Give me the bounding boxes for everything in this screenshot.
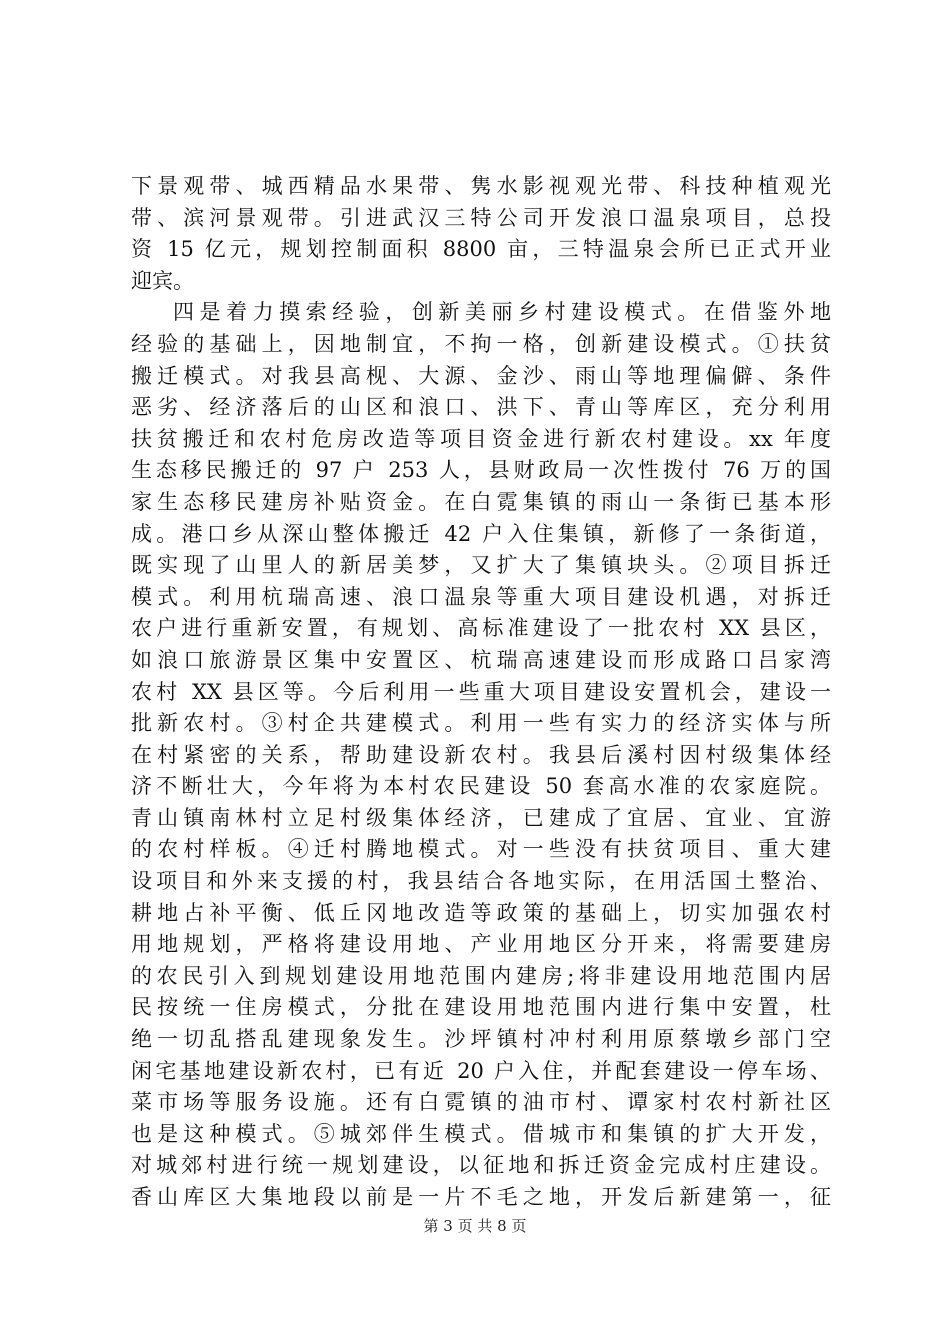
text-line: 如浪口旅游景区集中安置区、杭瑞高速建设而形成路口吕家湾 <box>131 647 831 672</box>
text-line: 带、滨河景观带。引进武汉三特公司开发浪口温泉项目，总投 <box>131 205 831 230</box>
text-line: 资 15 亿元，规划控制面积 8800 亩，三特温泉会所已正式开业 <box>131 237 831 262</box>
text-line: 农村 XX 县区等。今后利用一些重大项目建设安置机会，建设一 <box>131 679 831 704</box>
text-line: 也是这种模式。⑤城郊伴生模式。借城市和集镇的扩大开发， <box>131 1121 831 1146</box>
text-line: 成。港口乡从深山整体搬迁 42 户入住集镇，新修了一条街道， <box>131 521 831 546</box>
text-line: 生态移民搬迁的 97 户 253 人，县财政局一次性拨付 76 万的国 <box>131 458 831 483</box>
paragraph-first-line: 四是着力摸索经验，创新美丽乡村建设模式。在借鉴外地 <box>173 300 831 325</box>
body-text <box>131 171 831 1214</box>
text-line: 的农民引入到规划建设用地范围内建房;将非建设用地范围内居 <box>131 963 831 988</box>
page-number-footer: 第 3 页 共 8 页 <box>423 1217 527 1235</box>
text-line: 济不断壮大，今年将为本村农民建设 50 套高水准的农家庭院。 <box>131 774 831 799</box>
text-line: 模式。利用杭瑞高速、浪口温泉等重大项目建设机遇，对拆迁 <box>131 584 831 609</box>
text-line: 在村紧密的关系，帮助建设新农村。我县后溪村因村级集体经 <box>131 742 831 767</box>
text-line: 对城郊村进行统一规划建设，以征地和拆迁资金完成村庄建设。 <box>131 1153 831 1178</box>
text-line: 农户进行重新安置，有规划、高标准建设了一批农村 XX 县区， <box>131 616 831 641</box>
text-line: 用地规划，严格将建设用地、产业用地区分开来，将需要建房 <box>131 932 831 957</box>
text-line: 菜市场等服务设施。还有白霓镇的油市村、谭家村农村新社区 <box>131 1090 831 1115</box>
text-line: 批新农村。③村企共建模式。利用一些有实力的经济实体与所 <box>131 711 831 736</box>
text-line: 下景观带、城西精品水果带、隽水影视观光带、科技种植观光 <box>131 174 831 198</box>
text-line: 香山库区大集地段以前是一片不毛之地，开发后新建第一，征 <box>131 1185 831 1209</box>
text-line: 绝一切乱搭乱建现象发生。沙坪镇村冲村利用原蔡墩乡部门空 <box>131 1027 831 1052</box>
text-line: 设项目和外来支援的村，我县结合各地实际，在用活国土整治、 <box>131 869 831 894</box>
text-line: 青山镇南林村立足村级集体经济，已建成了宜居、宜业、宜游 <box>131 805 831 830</box>
text-line: 迎宾。 <box>131 268 194 293</box>
text-line: 家生态移民建房补贴资金。在白霓集镇的雨山一条街已基本形 <box>131 489 831 514</box>
text-line: 经验的基础上，因地制宜，不拘一格，创新建设模式。①扶贫 <box>131 331 831 356</box>
text-line: 耕地占补平衡、低丘冈地改造等政策的基础上，切实加强农村 <box>131 900 831 925</box>
text-line: 搬迁模式。对我县高枧、大源、金沙、雨山等地理偏僻、条件 <box>131 363 831 388</box>
text-line: 闲宅基地建设新农村，已有近 20 户入住，并配套建设一停车场、 <box>131 1058 831 1083</box>
text-line: 的农村样板。④迁村腾地模式。对一些没有扶贫项目、重大建 <box>131 837 831 862</box>
text-line: 恶劣、经济落后的山区和浪口、洪下、青山等库区，充分利用 <box>131 395 831 420</box>
text-line: 既实现了山里人的新居美梦，又扩大了集镇块头。②项目拆迁 <box>131 553 831 578</box>
text-line: 扶贫搬迁和农村危房改造等项目资金进行新农村建设。xx 年度 <box>131 426 831 451</box>
text-line: 民按统一住房模式，分批在建设用地范围内进行集中安置，杜 <box>131 995 831 1020</box>
